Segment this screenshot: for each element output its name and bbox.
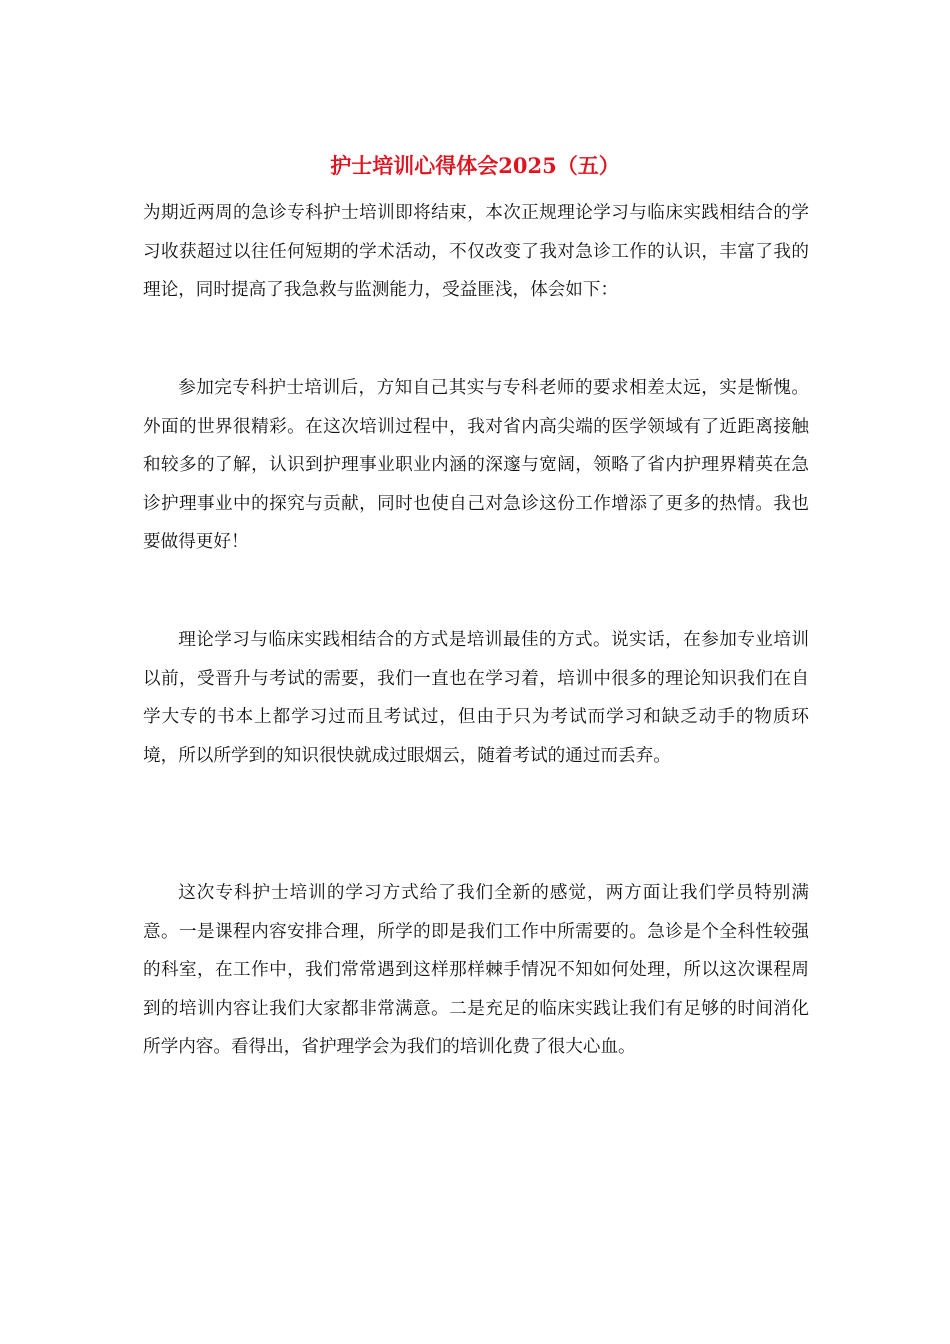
document-title: 护士培训心得体会2025（五） <box>330 153 620 178</box>
paragraph-intro: 为期近两周的急诊专科护士培训即将结束，本次正规理论学习与临床实践相结合的学习收获超过以往任何短期的学术活动，不仅改变了我对急诊工作的认识，丰富了我的理论，同时提高了我急救与监测能力，受益匪浅，体会如下： <box>143 203 809 300</box>
paragraph-theory-practice: 理论学习与临床实践相结合的方式是培训最佳的方式。说实话，在参加专业培训以前，受晋升与考试的需要，我们一直也在学习着，培训中很多的理论知识我们在自学大专的书本上都学习过而且考试过，但由于只为考试而学习和缺乏动手的物质环境，所以所学到的知识很快就成过眼烟云，随着考试的通过而丢弃。 <box>143 630 809 766</box>
paragraph-reflection: 参加完专科护士培训后，方知自己其实与专科老师的要求相差太远，实是惭愧。外面的世界很精彩。在这次培训过程中，我对省内高尖端的医学领域有了近距离接触和较多的了解，认识到护理事业职业内涵的深邃与宽阔，领略了省内护理界精英在急诊护理事业中的探究与贡献，同时也使自己对急诊这份工作增添了更多的热情。我也要做得更好！ <box>143 378 809 552</box>
paragraph-training-method: 这次专科护士培训的学习方式给了我们全新的感觉，两方面让我们学员特别满意。一是课程内容安排合理，所学的即是我们工作中所需要的。急诊是个全科性较强的科室，在工作中，我们常常遇到这样那样棘手情况不知如何处理，所以这次课程周到的培训内容让我们大家都非常满意。二是充足的临床实践让我们有足够的时间消化所学内容。看得出，省护理学会为我们的培训化费了很大心血。 <box>143 883 809 1057</box>
